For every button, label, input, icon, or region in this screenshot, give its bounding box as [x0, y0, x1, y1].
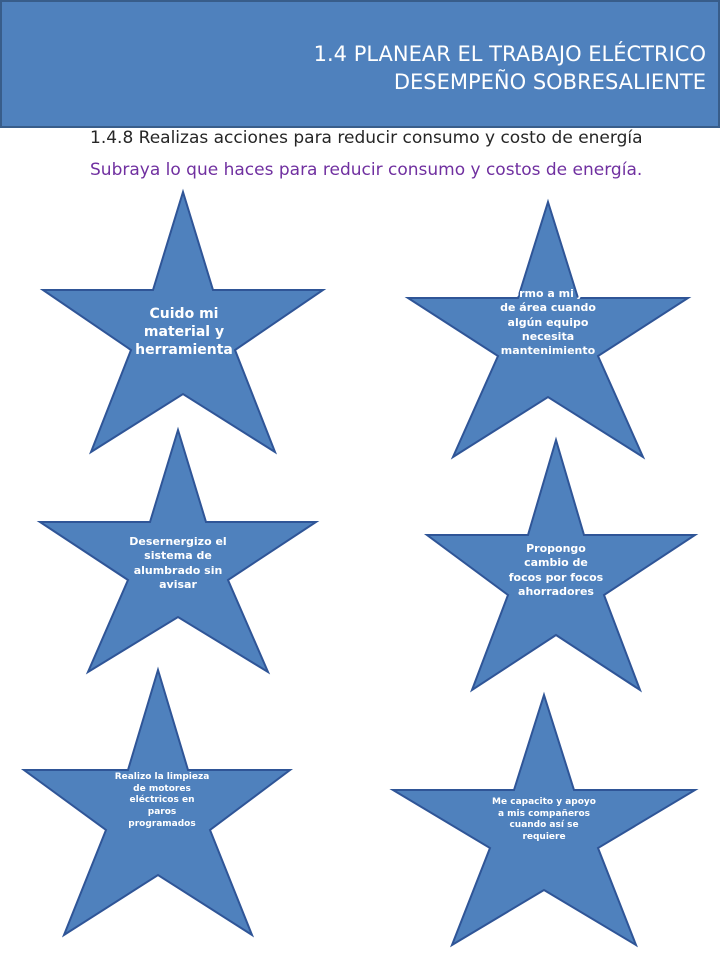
star-label-1: Cuido mi material y herramienta — [135, 306, 233, 359]
star-label-5: Realizo la limpieza de motores eléctricos en paros programados — [114, 772, 210, 829]
star-label-2: Informo a mi jefe de área cuando algún equipo necesita mantenimiento — [494, 287, 602, 358]
section-subtitle: 1.4.8 Realizas acciones para reducir consumo y costo de energía — [90, 128, 643, 148]
title-line-2: DESEMPEÑO SOBRESALIENTE — [393, 70, 706, 94]
title-line-1: 1.4 PLANEAR EL TRABAJO ELÉCTRICO — [313, 42, 706, 66]
star-label-3: Desernergizo el sistema de alumbrado sin avisar — [129, 535, 227, 591]
star-label-4: Propongo cambio de focos por focos ahorradores — [508, 542, 604, 598]
star-label-6: Me capacito y apoyo a mis compañeros cuando así se requiere — [492, 797, 596, 843]
instruction-text: Subraya lo que haces para reducir consumo y costos de energía. — [90, 160, 643, 180]
